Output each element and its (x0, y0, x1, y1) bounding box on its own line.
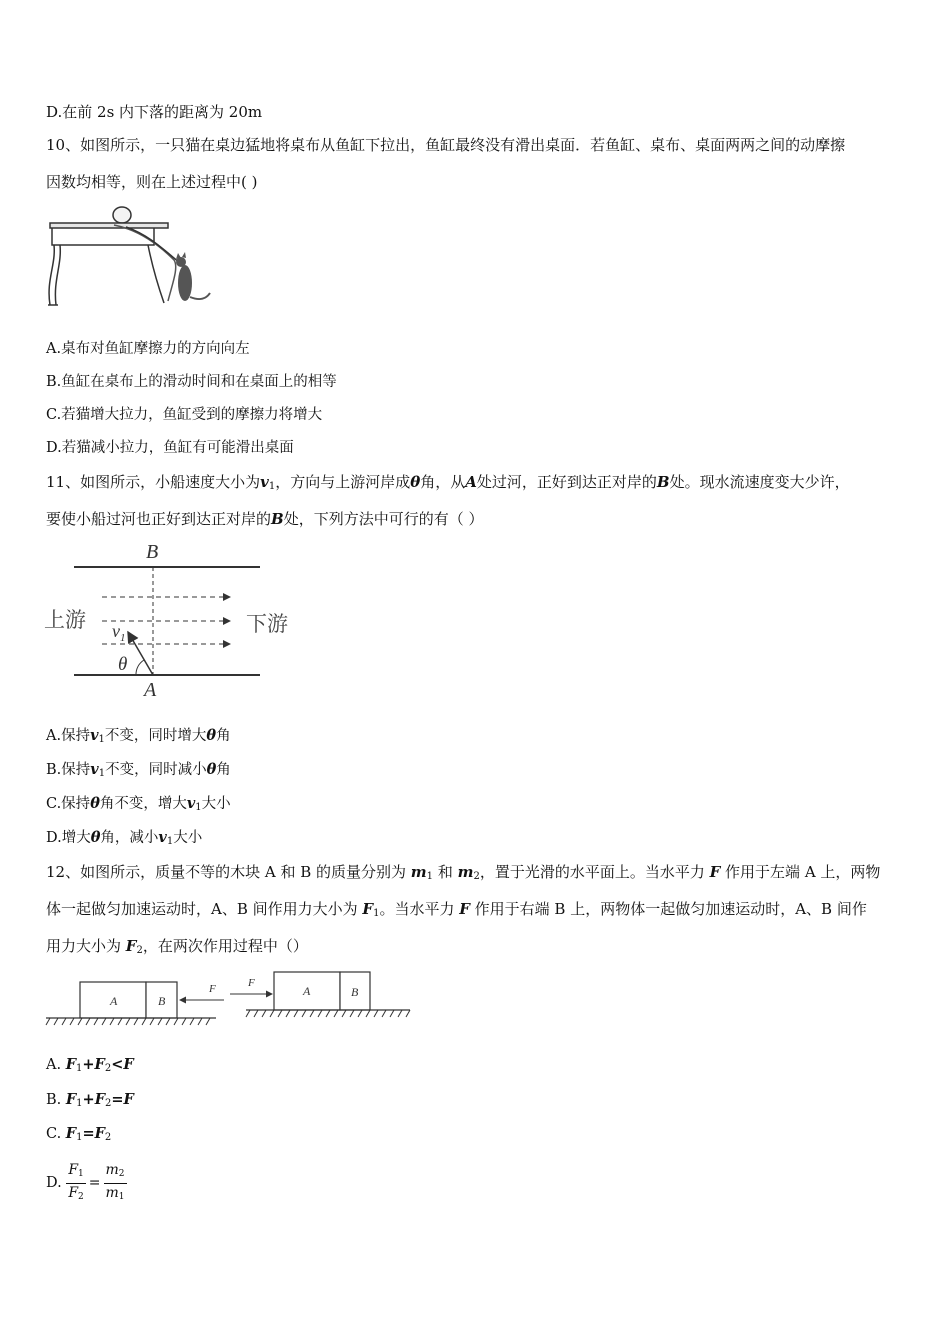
label-b-right: B (351, 985, 359, 999)
ground-hatch-right (246, 1010, 410, 1017)
q10-option-a: A.桌布对鱼缸摩擦力的方向向左 (46, 341, 250, 357)
q10-stem-line2: 因数均相等，则在上述过程中( ) (46, 173, 258, 191)
q10-stem-line1: 10、如图所示，一只猫在桌边猛地将桌布从鱼缸下拉出，鱼缸最终没有滑出桌面．若鱼缸、桌布、桌面两两之间的动摩擦 (46, 136, 846, 154)
fraction-f1-f2: $\frac{F1}{F2}$ (68, 1161, 84, 1202)
fraction-m2-m1: $\frac{m2}{m1}$ (105, 1161, 125, 1202)
q11-option-b: B.保持$v_1$不变，同时减小θ角 (46, 761, 231, 779)
label-b: B (146, 541, 159, 563)
q12-blocks-figure (44, 968, 414, 1030)
table-top (50, 223, 168, 228)
q11-river-figure (44, 540, 304, 700)
q11-option-c: C.保持θ角不变，增大$v_1$大小 (46, 795, 231, 813)
q12-option-a: A. $F_1+F_2<F$ (46, 1056, 134, 1074)
q12-stem-line2: 体一起做匀加速运动时，A、B 间作用力大小为 $F_1$。当水平力 F 作用于右端 B 上，两物体一起做匀加速运动时，A、B 间作 (46, 900, 867, 919)
label-force-left: F (209, 983, 216, 995)
q10-option-d: D.若猫减小拉力，鱼缸有可能滑出桌面 (46, 440, 294, 456)
q11-stem-line2: 要使小船过河也正好到达正对岸的B处，下列方法中可行的有（ ） (46, 510, 484, 528)
cat (176, 252, 210, 301)
label-b-left: B (158, 994, 166, 1008)
q12-option-d: D. $\frac{F1}{F2}$ = $\frac{m2}{m1}$ (46, 1160, 127, 1206)
ground-hatch-left (46, 1018, 210, 1025)
q12-option-c: C. $F_1=F_2$ (46, 1125, 112, 1143)
prev-option-d: D.在前 2s 内下落的距离为 20m (46, 103, 263, 121)
label-v1: $v_1$ (112, 621, 126, 644)
q10-option-c: C.若猫增大拉力，鱼缸受到的摩擦力将增大 (46, 407, 323, 423)
q12-stem-line1: 12、如图所示，质量不等的木块 A 和 B 的质量分别为 $m_1$ 和 $m_2$，置于光滑的水平面上。当水平力 F 作用于左端 A 上，两物 (46, 863, 881, 882)
label-force-right: F (248, 977, 255, 989)
q11-option-d: D.增大θ角，减小$v_1$大小 (46, 829, 203, 847)
table-leg-right (148, 245, 164, 303)
label-downstream: 下游 (246, 612, 288, 636)
table-leg-left (49, 245, 54, 305)
q11-stem-line1: 11、如图所示，小船速度大小为$v_1$，方向与上游河岸成θ角，从A处过河，正好到达正对岸的B处。现水流速度变大少许， (46, 473, 850, 492)
q10-option-b: B.鱼缸在桌布上的滑动时间和在桌面上的相等 (46, 374, 337, 390)
fish-bowl (113, 207, 131, 223)
q12-stem-line3: 用力大小为 $F_2$，在两次作用过程中（） (46, 937, 308, 956)
label-a-right: A (303, 984, 311, 998)
q12-option-b: B. $F_1+F_2=F$ (46, 1091, 134, 1109)
label-upstream: 上游 (44, 608, 86, 632)
label-a-left: A (110, 994, 118, 1008)
theta-arc (136, 660, 144, 675)
label-theta: θ (118, 654, 128, 675)
label-a: A (144, 679, 157, 700)
q10-cat-table-figure (44, 205, 214, 313)
v1-arrow (128, 632, 153, 675)
q11-option-a: A.保持$v_1$不变，同时增大θ角 (46, 727, 231, 745)
